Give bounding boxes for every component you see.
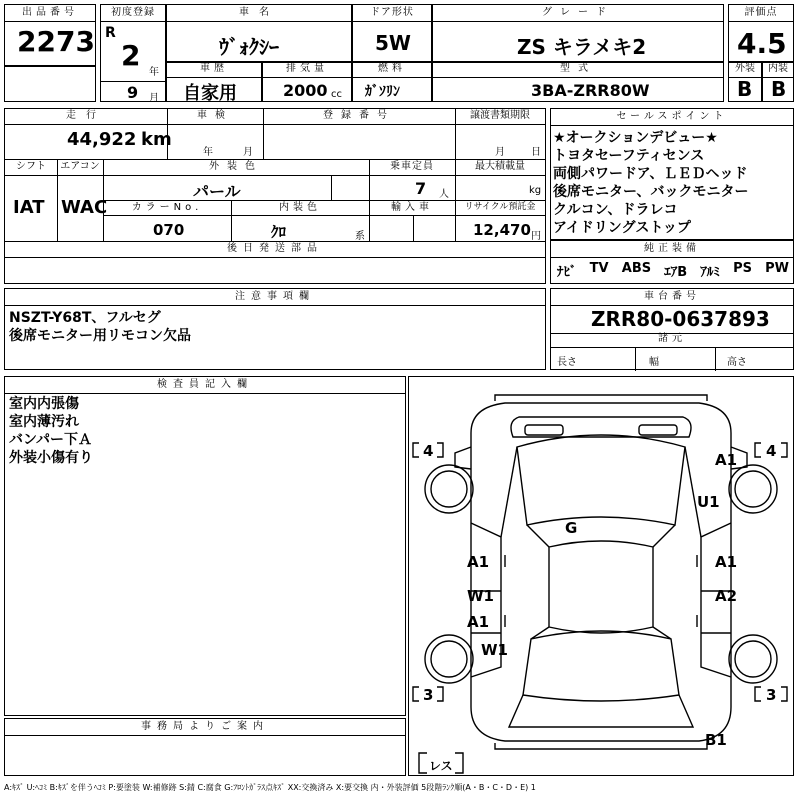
grade-box	[432, 4, 724, 62]
model-label: 型式	[560, 63, 596, 74]
sales-point: トヨタセーフティセンス	[553, 148, 705, 164]
exterior-color-label: 外装色	[209, 161, 263, 172]
chassis-label: 車台番号	[644, 291, 700, 302]
shift: IAT	[13, 197, 45, 218]
tire-rear-left: 3	[423, 686, 434, 704]
exterior-grade: B	[737, 77, 753, 101]
sales-point: 後席モニター、バックモニター	[553, 184, 749, 200]
displacement-unit: cc	[331, 89, 342, 100]
note-line: NSZT-Y68T、フルセグ	[9, 310, 161, 326]
dimensions-label: 諸元	[658, 333, 686, 344]
damage-diagram-box	[408, 376, 794, 776]
color-number: 070	[153, 221, 185, 239]
inspection-year-unit: 年	[203, 147, 213, 158]
history-box	[166, 62, 262, 102]
office-box	[4, 718, 406, 776]
inspector-box	[4, 376, 406, 716]
car-name-box	[166, 4, 352, 62]
registration-year: 2	[121, 39, 141, 72]
max-load-unit: kg	[529, 185, 542, 196]
ac: WAC	[61, 197, 108, 218]
tire-rear-right: 3	[766, 686, 777, 704]
damage-a1-front-right: A1	[715, 451, 738, 469]
tire-front-left: 4	[423, 442, 434, 460]
history: 自家用	[183, 83, 237, 104]
import-label: 輸入車	[391, 202, 433, 213]
width-label: 幅	[649, 357, 659, 368]
interior-grade-box	[762, 62, 794, 102]
fuel-box	[352, 62, 432, 102]
damage-w1-left-rear-door: W1	[467, 587, 494, 605]
capacity: 7	[415, 179, 427, 198]
inspector-line: 室内内張傷	[9, 396, 79, 412]
note-line: 後席モニター用リモコン欠品	[9, 328, 191, 344]
recycle-label: リサイクル預託金	[464, 202, 536, 212]
car-diagram	[409, 377, 793, 775]
tire-front-right: 4	[766, 442, 777, 460]
transfer-deadline-label: 譲渡書類期限	[470, 110, 530, 121]
info-table	[4, 108, 546, 284]
height-label: 高さ	[727, 357, 747, 368]
equipment-tv: TV	[589, 261, 609, 276]
sales-points-label: セールスポイント	[616, 111, 728, 122]
sales-point: 両側パワードア、ＬＥＤヘッド	[553, 166, 748, 182]
damage-u1: U1	[697, 493, 720, 511]
interior-grade-label: 内装	[768, 63, 788, 74]
displacement-label: 排気量	[286, 63, 328, 74]
interior-color: ｸﾛ	[271, 223, 287, 241]
score: 4.5	[737, 27, 787, 60]
door-type: 5W	[375, 31, 411, 55]
first-registration-label: 初度登録	[111, 7, 155, 18]
fuel-label: 燃料	[378, 63, 406, 74]
grade: ZS キラメキ2	[517, 35, 647, 59]
inspection-label: 車検	[197, 110, 233, 121]
inspection-month-unit: 月	[243, 147, 253, 158]
door-label: ドア形状	[370, 7, 414, 18]
door-box	[352, 4, 432, 62]
damage-g: G	[565, 519, 578, 537]
sales-point: クルコン、ドラレコ	[553, 202, 678, 218]
displacement-box	[262, 62, 352, 102]
fuel: ｶﾞｿﾘﾝ	[365, 84, 400, 100]
damage-b1-rear-bumper: B1	[705, 731, 727, 749]
inspector-line: バンパー下Ａ	[9, 432, 93, 448]
exterior-grade-box	[728, 62, 762, 102]
damage-w1-left-rear-quarter: W1	[481, 641, 508, 659]
mileage: 44,922	[67, 129, 137, 150]
recycle-fee: 12,470	[473, 221, 531, 239]
inspector-label: 検査員記入欄	[157, 379, 253, 390]
color-number-label: カラーNo.	[131, 202, 203, 213]
shift-label: シフト	[16, 161, 46, 172]
registration-number-label: 登録番号	[323, 110, 395, 121]
inspector-list	[9, 395, 93, 467]
interior-color-unit: 系	[355, 231, 365, 242]
mileage-label: 走行	[66, 110, 106, 121]
equipment-list	[557, 261, 789, 280]
equipment-label: 純正装備	[644, 243, 700, 254]
interior-grade: B	[771, 77, 787, 101]
lot-number-label: 出品番号	[22, 7, 78, 18]
capacity-unit: 人	[439, 189, 449, 200]
ac-label: エアコン	[60, 161, 100, 172]
equipment-navi: ﾅﾋﾞ	[557, 265, 577, 280]
first-registration-box	[100, 4, 166, 102]
damage-a1-left-front-door: A1	[467, 553, 490, 571]
month-unit: 月	[149, 93, 159, 104]
equipment-abs: ABS	[621, 261, 652, 276]
lot-number-box	[4, 4, 96, 66]
lot-number-blank	[4, 66, 96, 102]
displacement: 2000	[283, 81, 328, 100]
chassis-number: ZRR80-0637893	[591, 307, 770, 331]
car-name: ｳﾞｫｸｼｰ	[219, 35, 279, 59]
later-parts-label: 後日発送部品	[227, 243, 323, 254]
history-label: 車歴	[200, 63, 228, 74]
model-box	[432, 62, 724, 102]
equipment-ps: PS	[733, 261, 752, 276]
damage-a2-right-rear-door: A2	[715, 587, 738, 605]
equipment-box	[550, 240, 794, 284]
inspector-line: 外装小傷有り	[9, 450, 93, 466]
registration-month: 9	[127, 83, 139, 102]
max-load-label: 最大積載量	[475, 161, 525, 172]
equipment-alloy: ｱﾙﾐ	[700, 265, 720, 280]
sales-point: アイドリングストップ	[553, 220, 691, 236]
sales-point: ★オークションデビュー★	[553, 130, 718, 146]
equipment-airbag: ｴｱB	[664, 265, 688, 280]
sales-points-box	[550, 108, 794, 240]
year-unit: 年	[149, 67, 159, 78]
capacity-label: 乗車定員	[390, 161, 434, 172]
notes-box	[4, 288, 546, 370]
notes-label: 注意事項欄	[235, 291, 315, 302]
score-label: 評価点	[744, 7, 778, 18]
sales-points-list	[553, 129, 748, 237]
exterior-color: パール	[193, 182, 241, 201]
mileage-unit: km	[141, 129, 172, 150]
grade-label: グレード	[542, 7, 614, 18]
recycle-unit: 円	[531, 231, 541, 242]
interior-color-label: 内装色	[279, 202, 321, 213]
transfer-day-unit: 日	[531, 147, 541, 158]
office-label: 事務局よりご案内	[141, 721, 269, 732]
chassis-box	[550, 288, 794, 370]
lot-number: 2273	[17, 25, 95, 58]
score-box	[728, 4, 794, 62]
spare-tire: レス	[429, 759, 453, 773]
damage-a1-left-rear-door: A1	[467, 613, 490, 631]
model: 3BA-ZRR80W	[531, 81, 650, 100]
length-label: 長さ	[557, 357, 577, 368]
era-mark: R	[105, 25, 116, 41]
inspector-line: 室内薄汚れ	[9, 414, 79, 430]
damage-a1-right-front-door: A1	[715, 553, 738, 571]
notes-list	[9, 309, 191, 345]
exterior-grade-label: 外装	[735, 63, 755, 74]
transfer-month-unit: 月	[495, 147, 505, 158]
legend: A:ｷｽﾞ U:ﾍｺﾐ B:ｷｽﾞを伴うﾍｺﾐ P:要塗装 W:補修跡 S:錆 C:腐食 G:ﾌﾛﾝﾄｶﾞﾗｽ点ｷｽﾞ XX:交換済み X:要交換 内・外装評価 5段階ﾗﾝｸ順(A・B・C・D・E) 1	[4, 783, 536, 792]
car-name-label: 車名	[239, 7, 279, 18]
equipment-pw: PW	[765, 261, 789, 276]
